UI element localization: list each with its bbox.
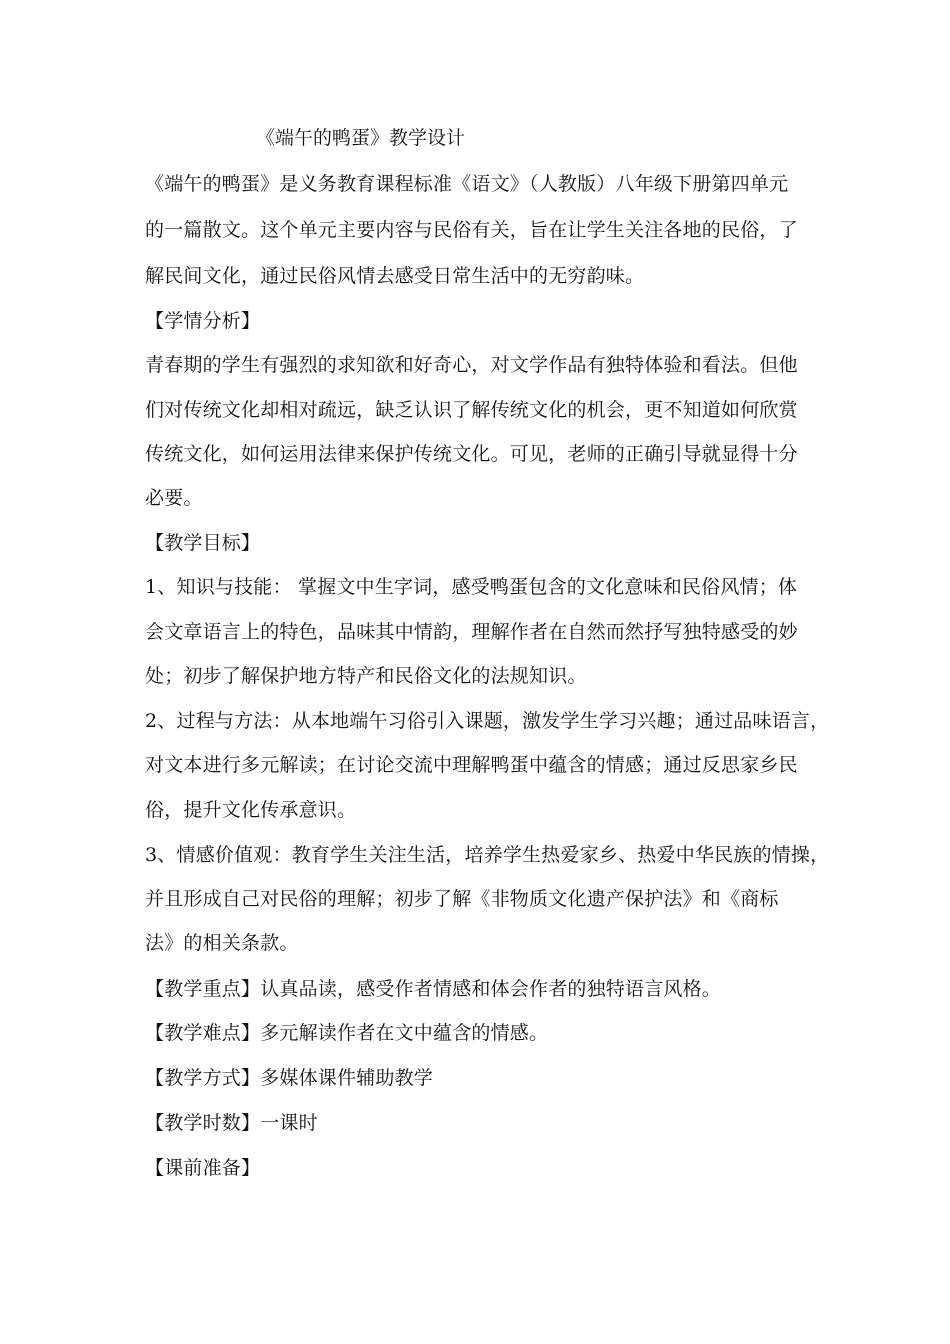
objective-2-line-3: 俗，提升文化传承意识。 (145, 799, 357, 821)
objective-2-line-2: 对文本进行多元解读；在讨论交流中理解鸭蛋中蕴含的情感；通过反思家乡民 (145, 754, 798, 776)
key-point: 【教学重点】认真品读，感受作者情感和体会作者的独特语言风格。 (145, 978, 722, 1000)
objective-2-line-1: 2、过程与方法：从本地端午习俗引入课题，激发学生学习兴趣；通过品味语言， (145, 710, 830, 732)
learner-analysis-line-3: 传统文化，如何运用法律来保护传统文化。可见，老师的正确引导就显得十分 (145, 443, 798, 465)
objective-1-line-1: 1、知识与技能： 掌握文中生字词，感受鸭蛋包含的文化意味和民俗风情；体 (145, 576, 798, 598)
document-title: 《端午的鸭蛋》教学设计 (256, 127, 466, 149)
objective-1-line-3: 处；初步了解保护地方特产和民俗文化的法规知识。 (145, 665, 587, 687)
objective-3-line-2: 并且形成自己对民俗的理解；初步了解《非物质文化遗产保护法》和《商标 (145, 888, 779, 910)
learner-analysis-line-1: 青春期的学生有强烈的求知欲和好奇心，对文学作品有独特体验和看法。但他 (145, 354, 798, 376)
teaching-method: 【教学方式】多媒体课件辅助教学 (145, 1067, 434, 1089)
learner-analysis-heading: 【学情分析】 (145, 310, 261, 332)
teaching-hours: 【教学时数】一课时 (145, 1112, 318, 1134)
intro-line-2: 的一篇散文。这个单元主要内容与民俗有关，旨在让学生关注各地的民俗，了 (145, 219, 798, 241)
difficult-point: 【教学难点】多元解读作者在文中蕴含的情感。 (145, 1022, 549, 1044)
objectives-heading: 【教学目标】 (145, 532, 261, 554)
learner-analysis-line-4: 必要。 (145, 487, 203, 509)
intro-line-1: 《端午的鸭蛋》是义务教育课程标准《语文》（人教版）八年级下册第四单元 (145, 173, 789, 195)
objective-3-line-1: 3、情感价值观：教育学生关注生活，培养学生热爱家乡、热爱中华民族的情操， (145, 844, 830, 866)
objective-1-line-2: 会文章语言上的特色，品味其中情韵，理解作者在自然而然抒写独特感受的妙 (145, 621, 798, 643)
learner-analysis-line-2: 们对传统文化却相对疏远，缺乏认识了解传统文化的机会，更不知道如何欣赏 (145, 399, 798, 421)
intro-line-3: 解民间文化，通过民俗风情去感受日常生活中的无穷韵味。 (145, 265, 645, 287)
objective-3-line-3: 法》的相关条款。 (145, 932, 299, 954)
preparation-heading: 【课前准备】 (145, 1157, 261, 1179)
